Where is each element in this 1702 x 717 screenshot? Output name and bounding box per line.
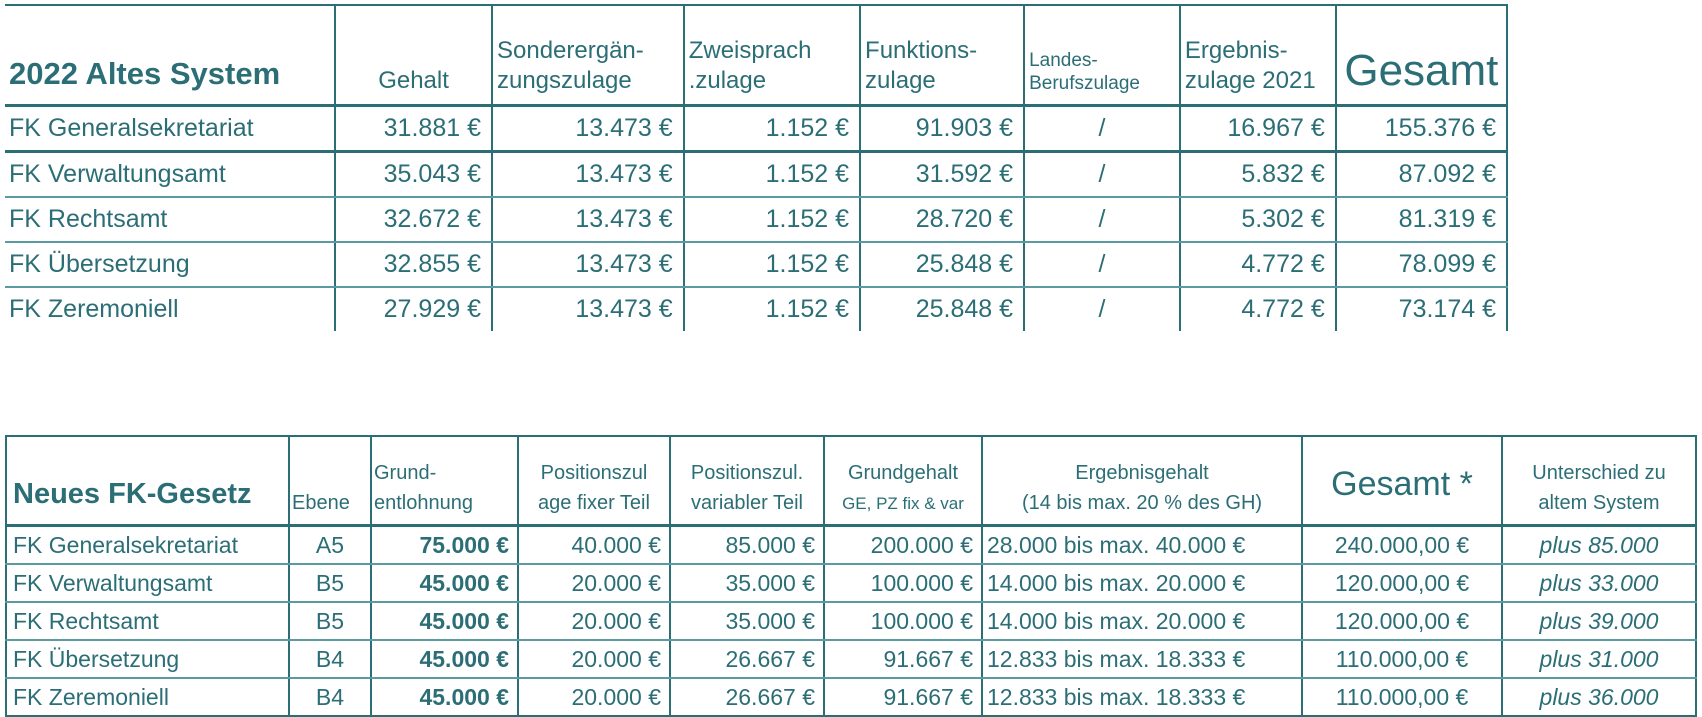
row-name: FK Rechtsamt — [5, 197, 335, 242]
header-ergebnisgehalt: Ergebnisgehalt (14 bis max. 20 % des GH) — [982, 436, 1302, 526]
cell-positionszulage-fix: 20.000 € — [518, 640, 670, 678]
header-grundentlohnung: Grund- entlohnung — [371, 436, 518, 526]
cell-gesamt: 81.319 € — [1336, 197, 1507, 242]
cell-gehalt: 35.043 € — [335, 152, 492, 198]
header-ebene: Ebene — [289, 436, 371, 526]
cell-gehalt: 27.929 € — [335, 287, 492, 331]
header-gehalt: Gehalt — [335, 5, 492, 106]
cell-ebene: B4 — [289, 678, 371, 716]
cell-unterschied: plus 31.000 — [1502, 640, 1696, 678]
cell-ergebniszulage: 5.302 € — [1180, 197, 1336, 242]
table-row — [5, 152, 1507, 198]
old-system-title: 2022 Altes System — [5, 5, 335, 106]
row-name: FK Zeremoniell — [6, 678, 289, 716]
cell-ergebnisgehalt: 14.000 bis max. 20.000 € — [982, 602, 1302, 640]
new-system-header-row — [6, 436, 1696, 526]
table-row — [5, 106, 1507, 152]
cell-ergebnisgehalt: 14.000 bis max. 20.000 € — [982, 564, 1302, 602]
new-system-title: Neues FK-Gesetz — [6, 436, 289, 526]
cell-grundgehalt: 100.000 € — [824, 602, 982, 640]
cell-gehalt: 32.672 € — [335, 197, 492, 242]
row-name: FK Verwaltungsamt — [6, 564, 289, 602]
table-row — [5, 287, 1507, 331]
cell-ebene: B4 — [289, 640, 371, 678]
cell-zweisprachzulage: 1.152 € — [684, 287, 860, 331]
cell-gesamt-neu: 120.000,00 € — [1302, 564, 1502, 602]
cell-positionszulage-variabel: 26.667 € — [670, 678, 824, 716]
cell-ebene: A5 — [289, 526, 371, 565]
cell-landes-berufszulage: / — [1024, 242, 1180, 287]
cell-positionszulage-fix: 40.000 € — [518, 526, 670, 565]
cell-zweisprachzulage: 1.152 € — [684, 152, 860, 198]
cell-gesamt-neu: 240.000,00 € — [1302, 526, 1502, 565]
cell-sonderergaenzungszulage: 13.473 € — [492, 106, 684, 152]
cell-positionszulage-fix: 20.000 € — [518, 602, 670, 640]
cell-grundgehalt: 91.667 € — [824, 678, 982, 716]
header-grundgehalt: Grundgehalt GE, PZ fix & var — [824, 436, 982, 526]
cell-landes-berufszulage: / — [1024, 106, 1180, 152]
cell-positionszulage-variabel: 85.000 € — [670, 526, 824, 565]
cell-grundentlohnung: 45.000 € — [371, 602, 518, 640]
cell-ergebnisgehalt: 12.833 bis max. 18.333 € — [982, 678, 1302, 716]
cell-gesamt: 155.376 € — [1336, 106, 1507, 152]
row-name: FK Zeremoniell — [9, 295, 179, 323]
cell-funktionszulage: 91.903 € — [860, 106, 1024, 152]
cell-funktionszulage: 28.720 € — [860, 197, 1024, 242]
cell-ergebniszulage: 4.772 € — [1180, 242, 1336, 287]
cell-zweisprachzulage: 1.152 € — [684, 242, 860, 287]
cell-landes-berufszulage: / — [1024, 287, 1180, 331]
cell-ergebniszulage: 4.772 € — [1180, 287, 1336, 331]
cell-unterschied: plus 33.000 — [1502, 564, 1696, 602]
header-sonderergaenzungszulage: Sonderergän- zungszulage — [492, 5, 684, 106]
header-gesamt-neu: Gesamt * — [1302, 436, 1502, 526]
cell-gesamt-neu: 110.000,00 € — [1302, 640, 1502, 678]
cell-ergebnisgehalt: 28.000 bis max. 40.000 € — [982, 526, 1302, 565]
cell-gesamt: 78.099 € — [1336, 242, 1507, 287]
cell-grundentlohnung: 45.000 € — [371, 564, 518, 602]
cell-grundentlohnung: 45.000 € — [371, 640, 518, 678]
header-positionszulage-variabel: Positionszul. variabler Teil — [670, 436, 824, 526]
table-row — [6, 640, 1696, 678]
cell-funktionszulage: 31.592 € — [860, 152, 1024, 198]
header-unterschied: Unterschied zu altem System — [1502, 436, 1696, 526]
row-name: FK Rechtsamt — [6, 602, 289, 640]
header-zweisprachzulage: Zweisprach .zulage — [684, 5, 860, 106]
cell-unterschied: plus 39.000 — [1502, 602, 1696, 640]
cell-landes-berufszulage: / — [1024, 152, 1180, 198]
cell-ergebniszulage: 5.832 € — [1180, 152, 1336, 198]
cell-unterschied: plus 85.000 — [1502, 526, 1696, 565]
cell-sonderergaenzungszulage: 13.473 € — [492, 287, 684, 331]
table-row — [5, 197, 1507, 242]
header-ergebniszulage: Ergebnis- zulage 2021 — [1180, 5, 1336, 106]
table-row — [6, 602, 1696, 640]
cell-funktionszulage: 25.848 € — [860, 287, 1024, 331]
cell-funktionszulage: 25.848 € — [860, 242, 1024, 287]
row-name: FK Generalsekretariat — [6, 526, 289, 565]
cell-unterschied: plus 36.000 — [1502, 678, 1696, 716]
cell-sonderergaenzungszulage: 13.473 € — [492, 152, 684, 198]
cell-sonderergaenzungszulage: 13.473 € — [492, 197, 684, 242]
cell-ebene: B5 — [289, 564, 371, 602]
row-name: FK Übersetzung — [6, 640, 289, 678]
cell-gesamt-neu: 120.000,00 € — [1302, 602, 1502, 640]
cell-landes-berufszulage: / — [1024, 197, 1180, 242]
old-system-header-row — [5, 5, 1507, 106]
cell-ergebnisgehalt: 12.833 bis max. 18.333 € — [982, 640, 1302, 678]
cell-ergebniszulage: 16.967 € — [1180, 106, 1336, 152]
header-landes-berufszulage: Landes- Berufszulage — [1024, 5, 1180, 106]
header-funktionszulage: Funktions- zulage — [860, 5, 1024, 106]
cell-gesamt: 87.092 € — [1336, 152, 1507, 198]
cell-grundgehalt: 100.000 € — [824, 564, 982, 602]
header-gesamt: Gesamt — [1336, 5, 1507, 106]
cell-grundentlohnung: 45.000 € — [371, 678, 518, 716]
cell-grundgehalt: 200.000 € — [824, 526, 982, 565]
cell-grundgehalt: 91.667 € — [824, 640, 982, 678]
old-system-table — [5, 4, 1508, 331]
row-name: FK Verwaltungsamt — [5, 152, 335, 198]
cell-sonderergaenzungszulage: 13.473 € — [492, 242, 684, 287]
cell-positionszulage-variabel: 35.000 € — [670, 602, 824, 640]
cell-gesamt-neu: 110.000,00 € — [1302, 678, 1502, 716]
cell-positionszulage-fix: 20.000 € — [518, 678, 670, 716]
cell-zweisprachzulage: 1.152 € — [684, 197, 860, 242]
table-row — [6, 678, 1696, 716]
cell-positionszulage-variabel: 26.667 € — [670, 640, 824, 678]
cell-grundentlohnung: 75.000 € — [371, 526, 518, 565]
cell-gehalt: 31.881 € — [335, 106, 492, 152]
cell-gesamt: 73.174 € — [1336, 287, 1507, 331]
cell-positionszulage-fix: 20.000 € — [518, 564, 670, 602]
cell-positionszulage-variabel: 35.000 € — [670, 564, 824, 602]
row-name: FK Übersetzung — [5, 242, 335, 287]
table-row — [6, 526, 1696, 565]
cell-gehalt: 32.855 € — [335, 242, 492, 287]
new-system-table — [5, 435, 1697, 717]
table-row — [6, 564, 1696, 602]
cell-zweisprachzulage: 1.152 € — [684, 106, 860, 152]
table-row — [5, 242, 1507, 287]
cell-ebene: B5 — [289, 602, 371, 640]
row-name: FK Generalsekretariat — [5, 106, 335, 152]
header-positionszulage-fix: Positionszul age fixer Teil — [518, 436, 670, 526]
